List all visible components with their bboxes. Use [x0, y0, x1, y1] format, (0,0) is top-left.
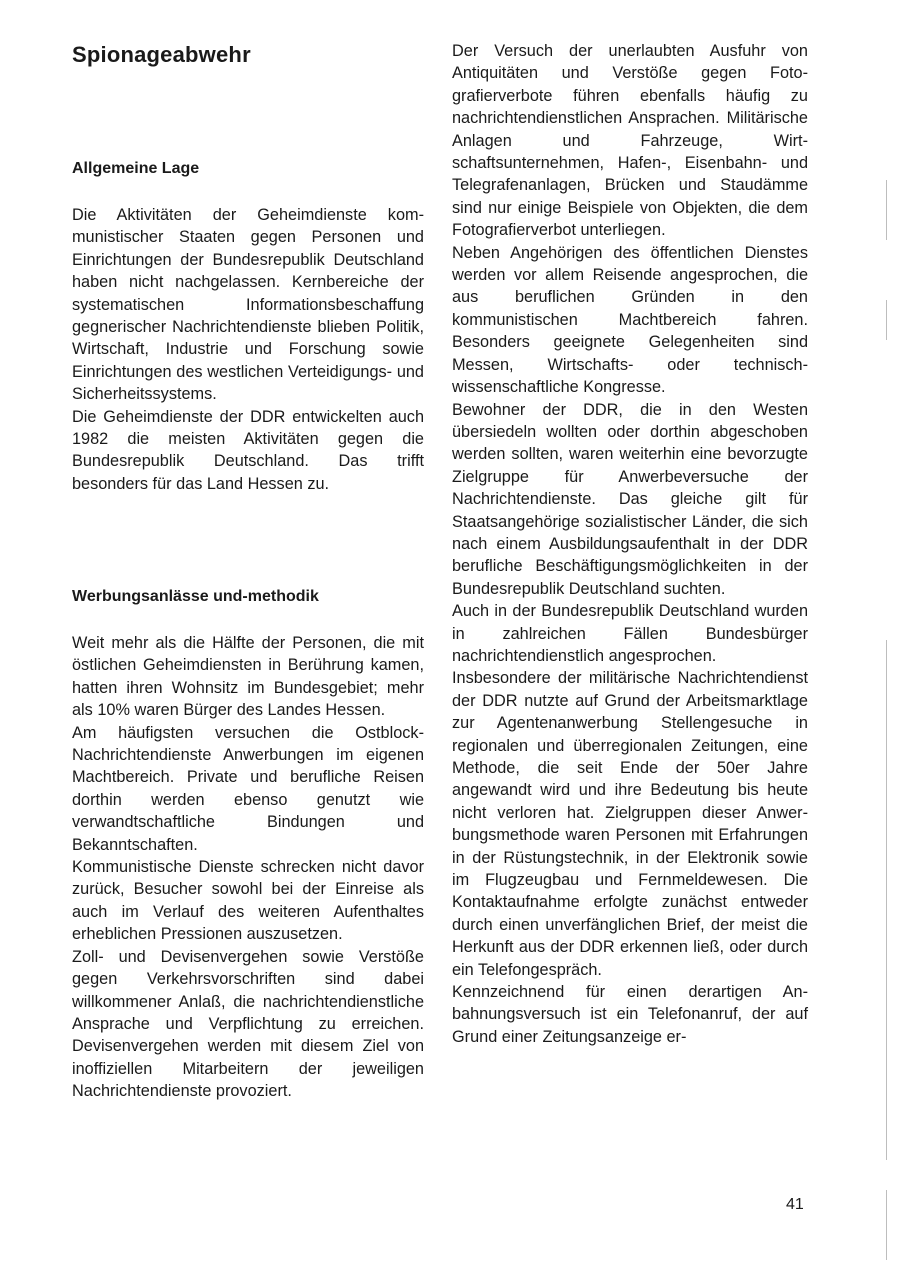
paragraph: Die Geheimdienste der DDR entwickelten auch 1982 die meisten Aktivitäten gegen die Bundesrepublik Deutschland. Das trifft besonders für das Land Hessen zu.	[72, 407, 424, 493]
scan-edge-mark	[886, 300, 887, 340]
paragraph: Auch in der Bundesrepublik Deutschland wurden in zahlreichen Fällen Bundesbürger nachrichtendienstlich angesprochen.	[452, 602, 808, 665]
scan-edge-mark	[886, 640, 887, 1160]
scan-edge-mark	[886, 180, 887, 240]
paragraph: Die Aktivitäten der Geheimdienste kommunistischer Staaten gegen Personen und Einrichtungen der Bundesrepublik Deutschland haben nicht nachgelassen. Kernbereiche der systematischen Informationsbeschaffung gegnerischer Nachrichtendienste blieben Politik, Wirtschaft, Industrie und Forschung sowie Einrichtungen des westlichen Verteidigungs- und Sicherheitssystems.	[72, 206, 424, 404]
paragraph: Kommunistische Dienste schrecken nicht davor zurück, Besucher sowohl bei der Einreise als auch im Verlauf des weiteren Aufenthaltes erheblichen Pressionen auszusetzen.	[72, 858, 424, 944]
paragraph: Zoll- und Devisenvergehen sowie Verstöße gegen Verkehrsvorschriften sind dabei willkommener Anlaß, die nachrichtendienstliche Ansprache und Verpflichtung zu erreichen. Devisenvergehen werden mit diesem Ziel von inoffiziellen Mitarbeitern der jeweiligen Nachrichtendienste provoziert.	[72, 947, 424, 1101]
scan-edge-mark	[886, 1190, 887, 1260]
section-heading-werbungsanlaesse: Werbungsanlässe und-methodik	[72, 588, 319, 605]
paragraph: Weit mehr als die Hälfte der Personen, die mit östlichen Geheimdiensten in Berührung kamen, hatten ihren Wohnsitz im Bundesgebiet; mehr als 10% waren Bürger des Landes Hessen.	[72, 634, 424, 720]
paragraph: Am häufigsten versuchen die Ostblock-Nachrichtendienste Anwerbungen im eigenen Machtbereich. Private und berufliche Reisen dorthin werden ebenso genutzt wie verwandtschaftliche Bindungen und Bekanntschaften.	[72, 723, 424, 854]
paragraph: Neben Angehörigen des öffentlichen Dienstes werden vor allem Reisende angesprochen, die aus beruflichen Gründen in den kommunistischen Machtbereich fahren. Besonders geeignete Gelegenheiten sind Messen, Wirtschafts- oder technisch-wissenschaftliche Kongresse.	[452, 243, 808, 397]
right-column-text	[452, 40, 808, 1048]
section-body-werbungsanlaesse	[72, 632, 424, 1103]
paragraph: Bewohner der DDR, die in den Westen übersiedeln wollten oder dorthin abgeschoben werden sollten, waren weiterhin eine bevorzugte Zielgruppe für Anwerbeversuche der Nachrichtendienste. Das gleiche gilt für Staatsangehörige sozialistischer Länder, die sich nach einem Ausbildungsaufenthalt in der DDR berufliche Beschäftigungsmöglichkeiten in der Bundesrepublik Deutschland suchten.	[452, 400, 808, 598]
section-heading-allgemeine-lage: Allgemeine Lage	[72, 160, 200, 177]
page-number: 41	[786, 1196, 804, 1213]
section-body-allgemeine-lage	[72, 204, 424, 495]
page-title: Spionageabwehr	[72, 42, 251, 67]
paragraph: Der Versuch der unerlaubten Ausfuhr von Antiquitäten und Verstöße gegen Fotografierverbote führen ebenfalls häufig zu nachrichtendienstlichen Ansprachen. Militärische Anlagen und Fahrzeuge, Wirtschaftsunternehmen, Hafen-, Eisenbahn- und Telegrafenanlagen, Brücken und Staudämme sind nur einige Beispiele von Objekten, die dem Fotografierverbot unterliegen.	[452, 42, 808, 240]
paragraph: Kennzeichnend für einen derartigen Anbahnungsversuch ist ein Telefonanruf, der auf Grund einer Zeitungsanzeige er-	[452, 983, 808, 1046]
paragraph: Insbesondere der militärische Nachrichtendienst der DDR nutzte auf Grund der Arbeitsmarktlage zur Agentenanwerbung Stellengesuche in regionalen und überregionalen Zeitungen, eine Methode, die seit Ende der 50er Jahre angewandt wird und ihre Bedeutung bis heute nicht verloren hat. Zielgruppen dieser Anwerbungsmethode waren Personen mit Erfahrungen in der Rüstungstechnik, in der Elektronik sowie im Flugzeugbau und Fernmeldewesen. Die Kontaktaufnahme erfolgte zunächst entweder durch einen unverfänglichen Brief, der meist die Herkunft aus der DDR erkennen ließ, oder durch ein Telefongespräch.	[452, 669, 808, 979]
